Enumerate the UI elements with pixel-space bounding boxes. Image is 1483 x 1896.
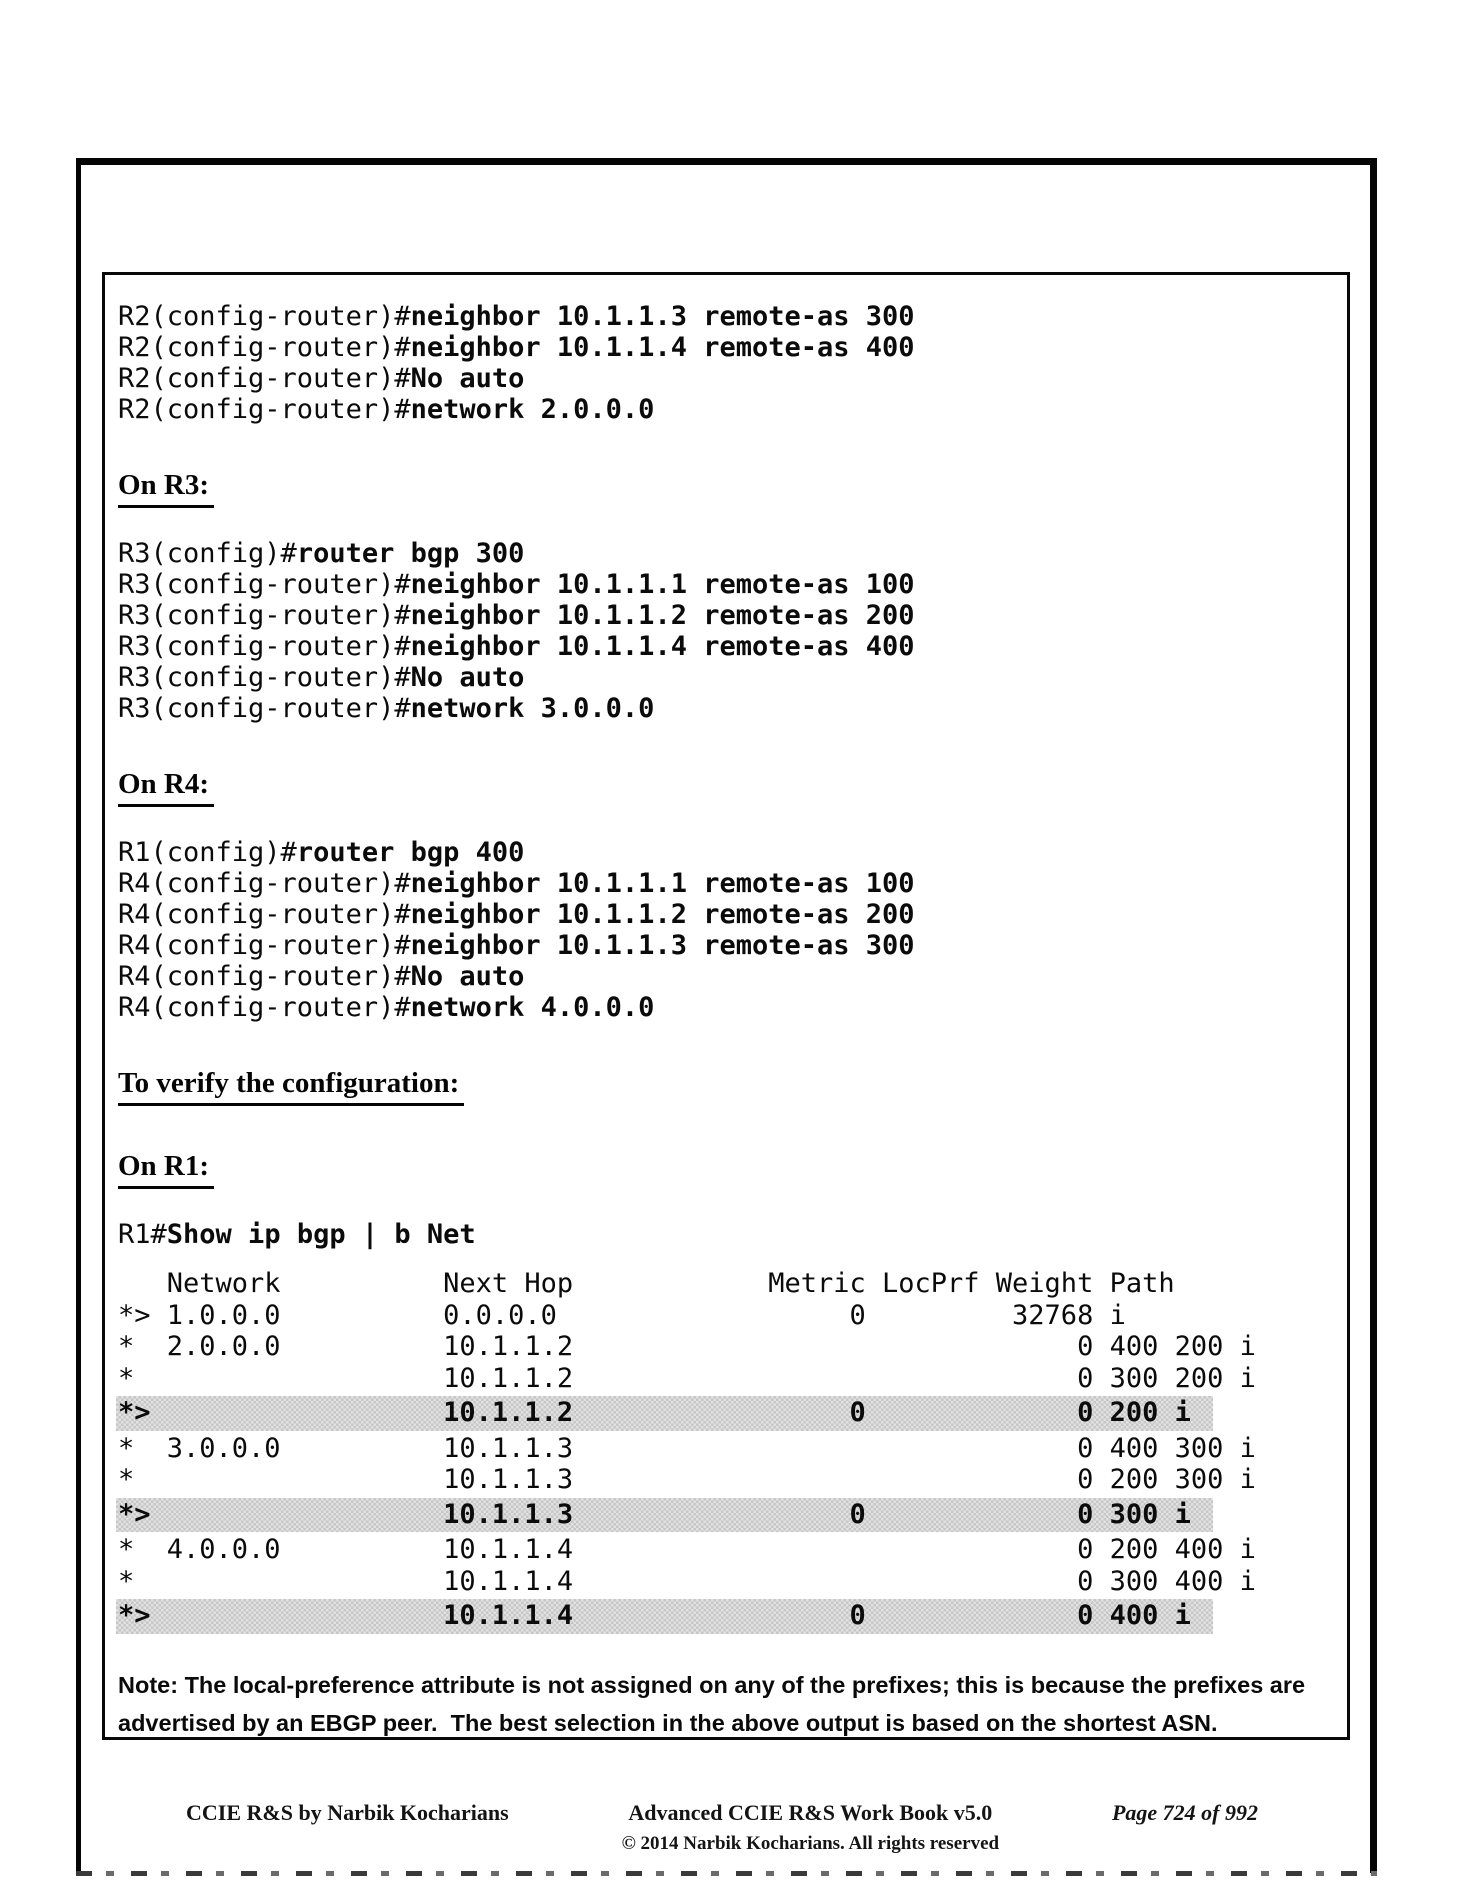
bgp-table-row (118, 1396, 1333, 1431)
bgp-best-path-highlight: *> 10.1.1.2 0 0 200 i (116, 1396, 1213, 1431)
console-line (118, 961, 1333, 992)
console-command: neighbor 10.1.1.1 remote-as 100 (410, 569, 915, 600)
console-command: neighbor 10.1.1.3 remote-as 300 (410, 930, 915, 961)
console-line (118, 868, 1333, 899)
footer-page-number: Page 724 of 992 (1111, 1800, 1258, 1825)
console-line (118, 600, 1333, 631)
console-command: network 2.0.0.0 (410, 394, 655, 425)
console-line (118, 394, 1333, 425)
console-line (118, 301, 1333, 332)
console-line (118, 1219, 1333, 1250)
console-command: neighbor 10.1.1.2 remote-as 200 (410, 600, 915, 631)
console-command: router bgp 300 (296, 538, 525, 569)
console-command: router bgp 400 (296, 837, 525, 868)
r2-config (118, 301, 1333, 425)
console-line (118, 899, 1333, 930)
bgp-table-row: * 2.0.0.0 10.1.1.2 0 400 200 i (118, 1331, 1256, 1362)
heading-to-verify-text: To verify the configuration: (118, 1067, 464, 1106)
bgp-best-path-highlight: *> 10.1.1.4 0 0 400 i (116, 1599, 1213, 1634)
footer-center-block (622, 1800, 999, 1855)
page-frame-bottom-edge (76, 1871, 1377, 1876)
footer-copyright: © 2014 Narbik Kocharians. All rights reserved (621, 1833, 1000, 1854)
heading-on-r4-text: On R4: (118, 768, 214, 807)
console-prompt: R1# (118, 1219, 167, 1250)
console-command: No auto (410, 662, 525, 693)
console-prompt: R3(config)# (118, 538, 297, 569)
console-command: neighbor 10.1.1.1 remote-as 100 (410, 868, 915, 899)
bgp-table-row (118, 1498, 1333, 1533)
bgp-table-row: * 10.1.1.4 0 300 400 i (118, 1565, 1256, 1597)
bgp-table-row: * 3.0.0.0 10.1.1.3 0 400 300 i (118, 1432, 1256, 1464)
bgp-table-row: * 10.1.1.3 0 200 300 i (118, 1464, 1256, 1495)
footer-book-title: Advanced CCIE R&S Work Book v5.0 (628, 1800, 993, 1825)
heading-on-r3 (118, 469, 1333, 508)
show-command (118, 1219, 1333, 1250)
console-prompt: R3(config-router)# (118, 631, 411, 662)
console-prompt: R2(config-router)# (118, 394, 411, 425)
page-footer (81, 1800, 1370, 1855)
bgp-table-header: Network Next Hop Metric LocPrf Weight Path (118, 1268, 1175, 1299)
console-prompt: R4(config-router)# (118, 868, 411, 899)
console-command: No auto (410, 961, 525, 992)
console-prompt: R2(config-router)# (118, 363, 411, 394)
heading-on-r1 (118, 1150, 1333, 1189)
content-box (102, 272, 1350, 1740)
console-prompt: R1(config)# (118, 837, 297, 868)
console-command: No auto (410, 363, 525, 394)
console-line (118, 662, 1333, 693)
console-prompt: R3(config-router)# (118, 693, 411, 724)
bgp-table-row: * 4.0.0.0 10.1.1.4 0 200 400 i (118, 1534, 1256, 1565)
console-prompt: R3(config-router)# (118, 662, 411, 693)
bgp-table-row: *> 1.0.0.0 0.0.0.0 0 32768 i (118, 1299, 1126, 1331)
document-content (118, 301, 1333, 1740)
console-prompt: R4(config-router)# (118, 899, 411, 930)
bgp-table-row (118, 1599, 1333, 1634)
console-line (118, 930, 1333, 961)
heading-to-verify (118, 1067, 1333, 1106)
console-command: neighbor 10.1.1.4 remote-as 400 (410, 332, 915, 363)
console-command: Show ip bgp | b Net (166, 1219, 476, 1250)
console-prompt: R4(config-router)# (118, 992, 411, 1023)
console-line (118, 569, 1333, 600)
console-command: neighbor 10.1.1.4 remote-as 400 (410, 631, 915, 662)
console-prompt: R3(config-router)# (118, 600, 411, 631)
bgp-table-row: * 10.1.1.2 0 300 200 i (118, 1362, 1256, 1394)
heading-on-r1-text: On R1: (118, 1150, 214, 1189)
r4-config (118, 837, 1333, 1023)
console-line (118, 332, 1333, 363)
console-line (118, 538, 1333, 569)
console-line (118, 837, 1333, 868)
bgp-best-path-highlight: *> 10.1.1.3 0 0 300 i (116, 1498, 1213, 1533)
console-command: network 4.0.0.0 (410, 992, 655, 1023)
console-line (118, 631, 1333, 662)
note-text: Note: The local-preference attribute is not assigned on any of the prefixes; this is because the prefixes are advertised by an EBGP peer. The best selection in the above output is based on the shortest ASN. (118, 1671, 1306, 1736)
console-prompt: R3(config-router)# (118, 569, 411, 600)
console-prompt: R4(config-router)# (118, 930, 411, 961)
r3-config (118, 538, 1333, 724)
console-line (118, 363, 1333, 394)
footer-author: CCIE R&S by Narbik Kocharians (186, 1800, 509, 1825)
page-frame (76, 158, 1377, 1873)
heading-on-r4 (118, 768, 1333, 807)
console-command: network 3.0.0.0 (410, 693, 655, 724)
bgp-output (118, 1268, 1333, 1634)
heading-on-r3-text: On R3: (118, 469, 214, 508)
console-line (118, 992, 1333, 1023)
console-prompt: R4(config-router)# (118, 961, 411, 992)
console-command: neighbor 10.1.1.3 remote-as 300 (410, 301, 915, 332)
console-command: neighbor 10.1.1.2 remote-as 200 (410, 899, 915, 930)
console-line (118, 693, 1333, 724)
console-prompt: R2(config-router)# (118, 332, 411, 363)
console-prompt: R2(config-router)# (118, 301, 411, 332)
